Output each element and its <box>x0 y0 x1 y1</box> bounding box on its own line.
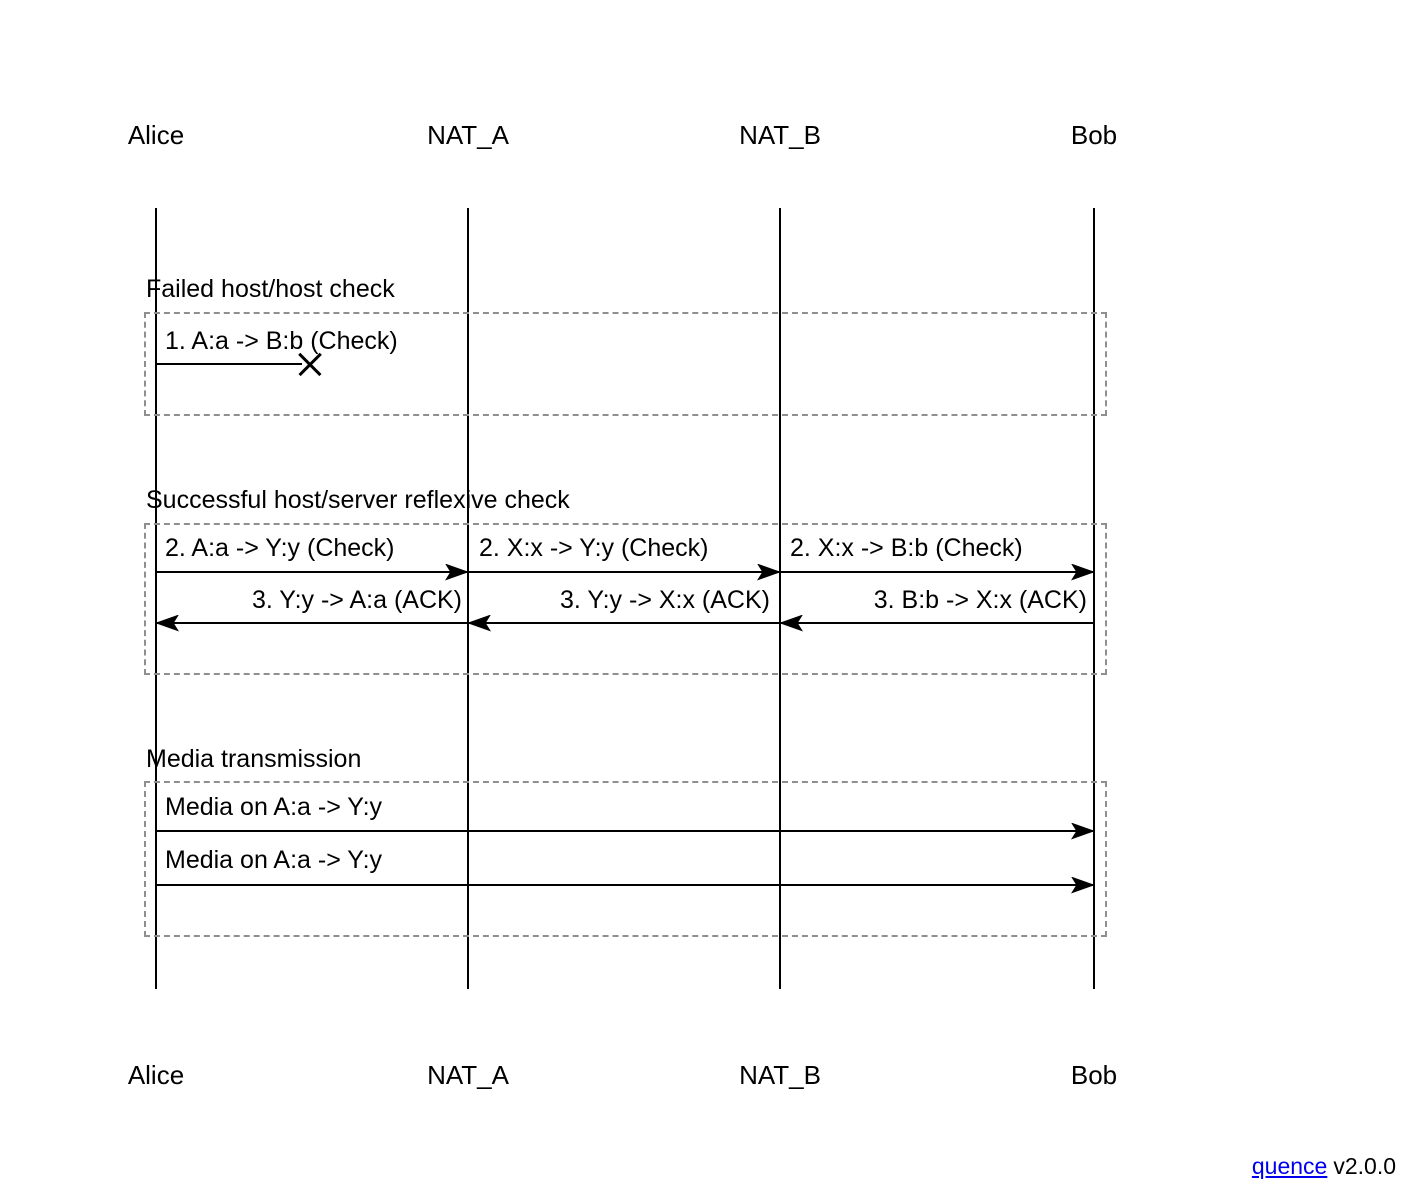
participant-label-top-nat-b: NAT_B <box>739 120 821 150</box>
message-arrow-media-2 <box>156 884 1094 887</box>
lost-message-x-icon <box>297 351 323 377</box>
message-arrow-media-1 <box>156 830 1094 833</box>
message-label-3b: 3. Y:y -> X:x (ACK) <box>559 586 770 614</box>
message-arrow-2a <box>156 571 468 574</box>
message-arrow-3a <box>156 622 468 625</box>
participant-label-bottom-nat-b: NAT_B <box>739 1060 821 1090</box>
message-label-3c: 3. B:b -> X:x (ACK) <box>873 586 1087 614</box>
section-title-failed-host-check: Failed host/host check <box>146 275 395 303</box>
message-label-1: 1. A:a -> B:b (Check) <box>165 327 398 355</box>
section-title-reflexive-check: Successful host/server reflexive check <box>146 486 570 514</box>
message-arrow-2c <box>780 571 1094 574</box>
message-label-3a: 3. Y:y -> A:a (ACK) <box>251 586 462 614</box>
message-arrow-3b <box>468 622 780 625</box>
footer <box>1252 1152 1396 1180</box>
message-label-media-2: Media on A:a -> Y:y <box>165 846 383 874</box>
message-label-2a: 2. A:a -> Y:y (Check) <box>165 534 395 562</box>
participant-label-top-bob: Bob <box>1070 120 1118 150</box>
section-title-media-transmission: Media transmission <box>146 745 362 773</box>
participant-label-top-alice: Alice <box>127 120 185 150</box>
message-label-2c: 2. X:x -> B:b (Check) <box>790 534 1023 562</box>
message-arrow-2b <box>468 571 780 574</box>
message-arrow-3c <box>780 622 1094 625</box>
message-arrow-1-lost <box>156 363 302 366</box>
participant-label-bottom-alice: Alice <box>127 1060 185 1090</box>
quence-link[interactable]: quence <box>1251 1153 1328 1179</box>
message-label-media-1: Media on A:a -> Y:y <box>165 793 383 821</box>
participant-label-top-nat-a: NAT_A <box>427 120 509 150</box>
message-label-2b: 2. X:x -> Y:y (Check) <box>479 534 709 562</box>
participant-label-bottom-bob: Bob <box>1070 1060 1118 1090</box>
participant-label-bottom-nat-a: NAT_A <box>427 1060 509 1090</box>
version-text: v2.0.0 <box>1333 1153 1396 1179</box>
